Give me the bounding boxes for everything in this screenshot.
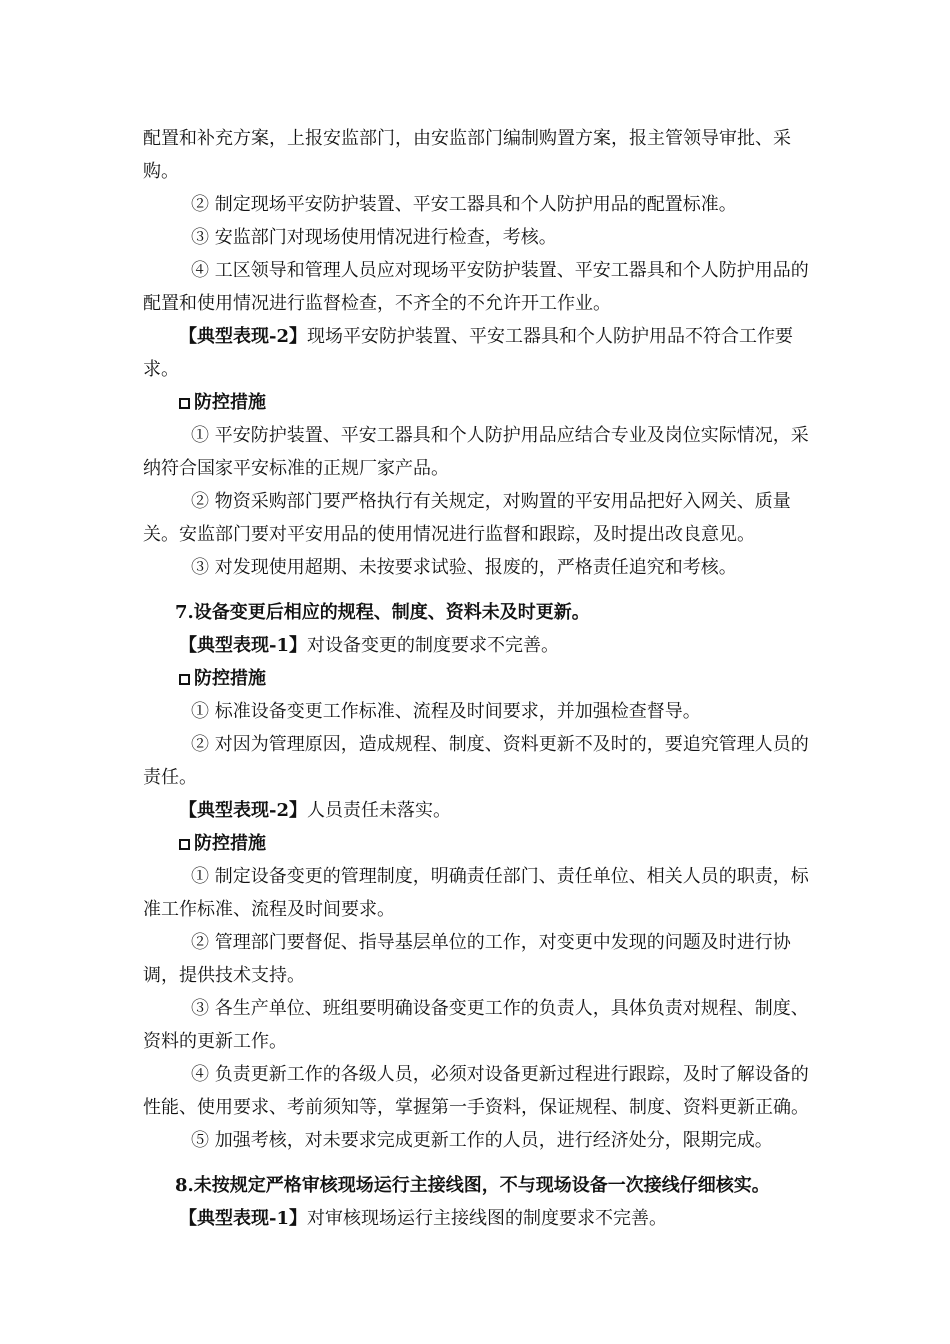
typical-text: 现场平安防护装置、平安工器具和个人防护用品不符合工作要求。 [143,326,793,380]
measures-heading [143,662,813,695]
list-item: ① 标准设备变更工作标准、流程及时间要求，并加强检查督导。 [191,701,701,722]
list-item: ③ 对发现使用超期、未按要求试验、报废的，严格责任追究和考核。 [191,557,737,578]
section-heading: 7.设备变更后相应的规程、制度、资料未及时更新。 [175,602,590,623]
list-item: ⑤ 加强考核，对未要求完成更新工作的人员，进行经济处分，限期完成。 [191,1130,773,1151]
list-item: ② 对因为管理原因，造成规程、制度、资料更新不及时的，要追究管理人员的责任。 [143,734,809,788]
typical-manifestation [143,1202,813,1235]
document-body [143,122,813,1235]
typical-label: 【典型表现-2】 [179,800,307,821]
checkbox-icon [179,839,190,850]
typical-manifestation [143,794,813,827]
list-item: ② 制定现场平安防护装置、平安工器具和个人防护用品的配置标准。 [191,194,737,215]
typical-text: 对设备变更的制度要求不完善。 [307,635,559,656]
list-item: ④ 负责更新工作的各级人员，必须对设备更新过程进行跟踪，及时了解设备的性能、使用要求、考前须知等，掌握第一手资料，保证规程、制度、资料更新正确。 [143,1064,809,1118]
measures-heading [143,827,813,860]
measures-heading [143,386,813,419]
list-item: ① 制定设备变更的管理制度，明确责任部门、责任单位、相关人员的职责，标准工作标准、流程及时间要求。 [143,866,809,920]
list-item: ③ 安监部门对现场使用情况进行检查，考核。 [191,227,557,248]
typical-text: 人员责任未落实。 [307,800,451,821]
measures-label: 防控措施 [194,392,266,413]
typical-manifestation [143,629,813,662]
typical-label: 【典型表现-2】 [179,326,307,347]
measures-label: 防控措施 [194,833,266,854]
typical-label: 【典型表现-1】 [179,1208,307,1229]
checkbox-icon [179,674,190,685]
list-item: ① 平安防护装置、平安工器具和个人防护用品应结合专业及岗位实际情况，采纳符合国家平安标准的正规厂家产品。 [143,425,809,479]
checkbox-icon [179,398,190,409]
typical-manifestation [143,320,813,386]
list-item: ② 管理部门要督促、指导基层单位的工作，对变更中发现的问题及时进行协调，提供技术支持。 [143,932,791,986]
list-item: ④ 工区领导和管理人员应对现场平安防护装置、平安工器具和个人防护用品的配置和使用情况进行监督检查，不齐全的不允许开工作业。 [143,260,809,314]
section-heading: 8.未按规定严格审核现场运行主接线图，不与现场设备一次接线仔细核实。 [175,1175,770,1196]
paragraph-continuation: 配置和补充方案，上报安监部门，由安监部门编制购置方案，报主管领导审批、采购。 [143,128,791,182]
typical-label: 【典型表现-1】 [179,635,307,656]
list-item: ② 物资采购部门要严格执行有关规定，对购置的平安用品把好入网关、质量关。安监部门要对平安用品的使用情况进行监督和跟踪，及时提出改良意见。 [143,491,791,545]
measures-label: 防控措施 [194,668,266,689]
typical-text: 对审核现场运行主接线图的制度要求不完善。 [307,1208,667,1229]
list-item: ③ 各生产单位、班组要明确设备变更工作的负责人，具体负责对规程、制度、资料的更新工作。 [143,998,809,1052]
